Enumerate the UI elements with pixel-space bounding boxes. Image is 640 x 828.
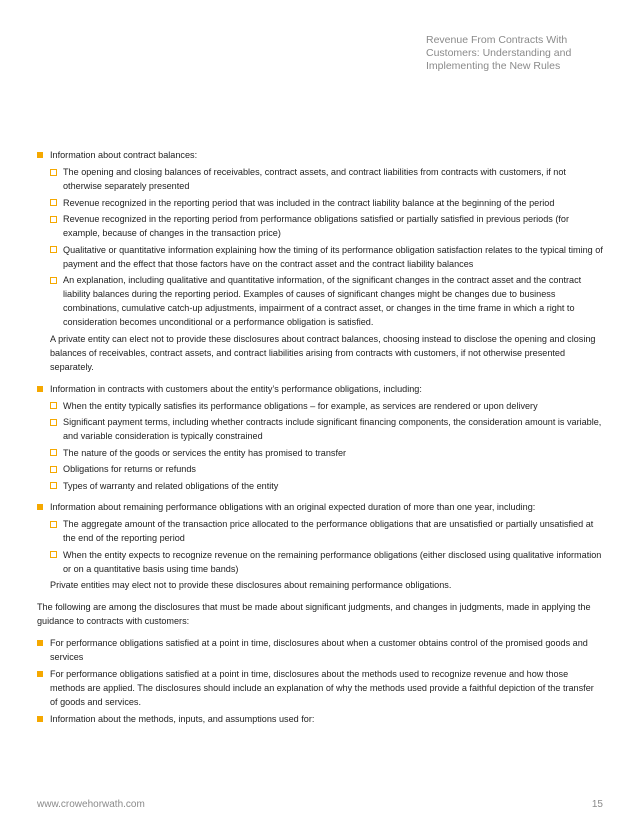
bullet-label: Information in contracts with customers about the entity’s performance obligations, including:	[50, 383, 422, 394]
list-item	[50, 479, 603, 493]
orange-square-bullet-icon	[37, 640, 43, 646]
bullet-performance-obligations	[37, 382, 603, 396]
list-item-text: Qualitative or quantitative information explaining how the timing of its performance obligation satisfaction relates to the typical timing of payment and the effect that those factors have on the contract asset and the contract liability balances	[63, 244, 603, 269]
list-item	[50, 446, 603, 460]
open-square-bullet-icon	[50, 551, 57, 558]
bullet-contract-balances	[37, 148, 603, 162]
open-square-bullet-icon	[50, 169, 57, 176]
header-title-line-2: Customers: Understanding and	[426, 47, 572, 59]
list-item	[50, 243, 603, 271]
bullet-remaining-obligations	[37, 500, 603, 514]
contract-balances-sublist	[50, 165, 603, 329]
list-item	[50, 415, 603, 443]
bullet-label: Information about remaining performance obligations with an original expected duration of more than one year, including:	[50, 502, 536, 512]
open-square-bullet-icon	[50, 216, 57, 223]
bullet-label: Information about the methods, inputs, and assumptions used for:	[50, 714, 315, 724]
open-square-bullet-icon	[50, 277, 57, 284]
open-square-bullet-icon	[50, 402, 57, 409]
open-square-bullet-icon	[50, 246, 57, 253]
list-item-text: Revenue recognized in the reporting period from performance obligations satisfied or partially satisfied in previous periods (for example, because of changes in the transaction price)	[63, 214, 569, 238]
list-item	[50, 548, 603, 576]
list-item	[50, 399, 603, 413]
open-square-bullet-icon	[50, 482, 57, 489]
list-item-text: The aggregate amount of the transaction price allocated to the performance obligations that are unsatisfied or partially unsatisfied at the end of the reporting period	[63, 519, 594, 543]
bullet-judgment-item	[37, 636, 603, 664]
bullet-label: Information about contract balances:	[50, 150, 198, 160]
judgments-intro-paragraph: The following are among the disclosures that must be made about significant judgments, and changes in judgments, made in applying the guidance to contracts with customers:	[37, 602, 591, 626]
list-item-text: When the entity expects to recognize revenue on the remaining performance obligations (either disclosed using qualitative information or on a quantitative basis using time bands)	[63, 549, 602, 574]
header-title-line-1: Revenue From Contracts With	[426, 34, 568, 46]
list-item	[50, 212, 603, 240]
list-item-text: Types of warranty and related obligations of the entity	[63, 480, 279, 491]
bullet-judgment-item	[37, 667, 603, 709]
list-item	[50, 165, 603, 193]
bullet-label: For performance obligations satisfied at a point in time, disclosures about the methods used to recognize revenue and how those methods are applied. The disclosures should include an explanation of why the methods used provide a faithful depiction of the transfer of goods and services.	[50, 669, 594, 707]
list-item-text: Obligations for returns or refunds	[63, 464, 196, 474]
list-item-text: When the entity typically satisfies its performance obligations – for example, as services are rendered or upon delivery	[63, 400, 538, 411]
list-item-text: Revenue recognized in the reporting period that was included in the contract liability balance at the beginning of the period	[63, 197, 555, 208]
open-square-bullet-icon	[50, 466, 57, 473]
header-title-line-3: Implementing the New Rules	[426, 60, 561, 72]
list-item-text: The nature of the goods or services the entity has promised to transfer	[63, 447, 347, 458]
list-item-text: An explanation, including qualitative and quantitative information, of the significant changes in the contract asset and the contract liability balances during the reporting period. Examples of causes of significant changes might be changes due to business combinations, cumulative catch-up adjustments, impairment of a contract asset, or changes in the time frame in which a right to consideration becomes unconditional or a performance obligation is satisfied.	[63, 275, 582, 327]
page-number: 15	[591, 799, 603, 810]
document-body	[37, 148, 603, 729]
orange-square-bullet-icon	[37, 386, 43, 392]
performance-obligations-sublist	[50, 399, 603, 493]
orange-square-bullet-icon	[37, 504, 43, 510]
list-item	[50, 462, 603, 476]
orange-square-bullet-icon	[37, 716, 43, 722]
document-header	[426, 34, 606, 73]
footer-website-link[interactable]: www.crowehorwath.com	[37, 799, 145, 810]
private-entity-note: A private entity can elect not to provide these disclosures about contract balances, choosing instead to disclose the opening and closing balances of receivables, contract assets, and contract liabilities arising from contracts with customers, if not otherwise presented separately.	[50, 333, 596, 372]
private-entities-note: Private entities may elect not to provide these disclosures about remaining performance obligations.	[50, 580, 452, 590]
bullet-label: For performance obligations satisfied at a point in time, disclosures about when a customer obtains control of the promised goods and services	[50, 638, 588, 662]
list-item-text: Significant payment terms, including whether contracts include significant financing components, the consideration amount is variable, and variable consideration is typically constrained	[63, 417, 602, 441]
open-square-bullet-icon	[50, 199, 57, 206]
open-square-bullet-icon	[50, 419, 57, 426]
remaining-obligations-sublist	[50, 517, 603, 576]
list-item	[50, 273, 603, 329]
list-item	[50, 517, 603, 545]
orange-square-bullet-icon	[37, 152, 43, 158]
open-square-bullet-icon	[50, 449, 57, 456]
list-item-text: The opening and closing balances of receivables, contract assets, and contract liabilities from contracts with customers, if not otherwise separately presented	[63, 167, 566, 191]
bullet-judgment-item	[37, 712, 603, 726]
open-square-bullet-icon	[50, 521, 57, 528]
orange-square-bullet-icon	[37, 671, 43, 677]
list-item	[50, 196, 603, 210]
